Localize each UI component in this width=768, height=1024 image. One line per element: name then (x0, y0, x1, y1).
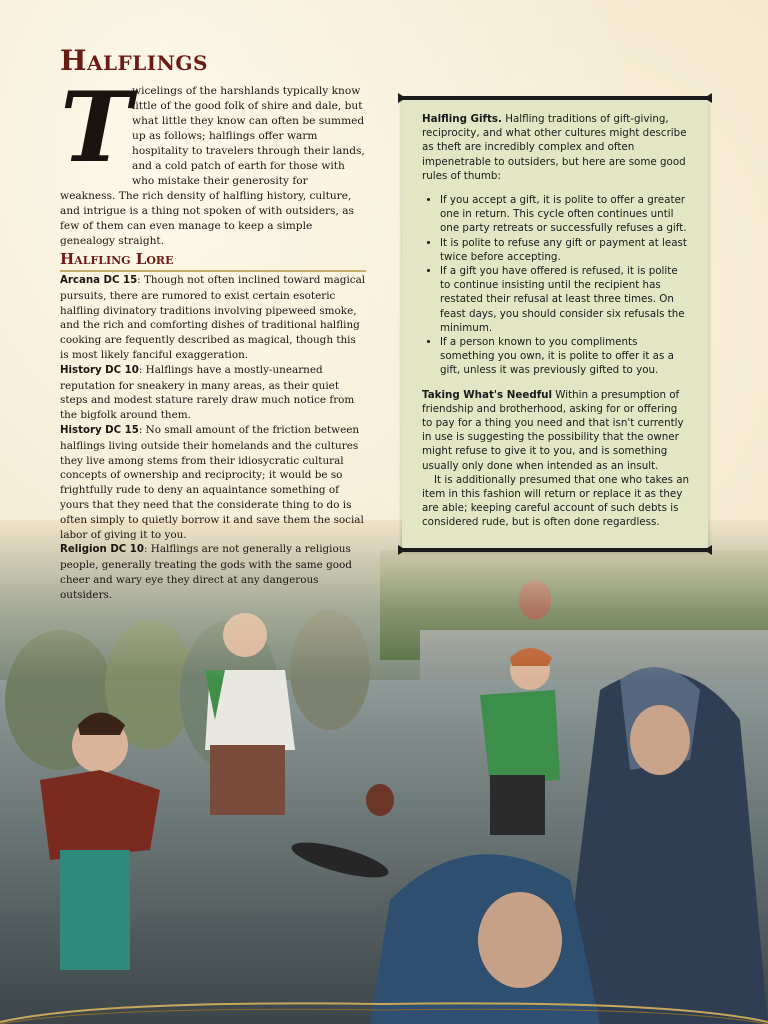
lore-entry-text: : No small amount of the friction between halflings living outside their homelands and the cultures they live among stems from their idiosycratic cultural concepts of ownership and reciprocity; it would be so frightfully rude to deny an aquaintance something of yours that they need that the considerate thing to do is often simply to quietly borrow it and save them the social labor of giving it to you. (60, 423, 364, 541)
gifts-paragraph (422, 112, 690, 183)
sidebar-content (422, 112, 690, 530)
page-footer-ornament (0, 994, 768, 1024)
intro-paragraph (60, 84, 366, 249)
lore-entry (60, 542, 366, 602)
halfling-lore-section (60, 273, 366, 603)
halfling-lore-heading: Halfling Lore (60, 250, 366, 272)
needful-text: Within a presumption of friendship and brotherhood, asking for or offering to pay for a thing you need and that isn't currently in use is suggesting the possibility that the owner might refuse to give it to you, and is something usually only done when intended as an insult. (422, 388, 684, 472)
lore-entry-label: Arcana DC 15 (60, 275, 138, 286)
needful-paragraph (422, 388, 690, 473)
intro-text: wicelings of the harshlands typically know little of the good folk of shire and dale, but what little they know can often be summed up as follows; halflings offer warm hospitality to travelers through their lands, and a cold patch of earth for those with who mistake their generosity for weakness. The rich density of halfling history, culture, and intrigue is a thing not spoken of with outsiders, as few of them can even manage to keep a simple genealogy straight. (60, 85, 365, 247)
lore-entry-label: History DC 10 (60, 364, 139, 376)
lore-entry (60, 423, 366, 542)
gifts-text: Halfling traditions of gift-giving, reciprocity, and what other cultures might describe as theft are incredibly complex and often impenetrable to outsiders, but here are some good rules of thumb: (422, 113, 687, 182)
gift-rules-list (422, 193, 690, 378)
halfling-gifts-sidebar (402, 98, 708, 550)
lore-entry-label: History DC 15 (60, 424, 139, 436)
lore-entry-text: : Though not often inclined toward magical pursuits, there are rumored to exist certain esoteric halfling divinatory traditions involving pipeweed smoke, and the rich and comforting dishes of traditional halfling cooking are fequently described as magical, though this is most likely fanciful exaggeration. (60, 274, 366, 361)
lore-entry-label: Religion DC 10 (60, 544, 144, 556)
gifts-label: Halfling Gifts. (422, 113, 502, 125)
lore-entry-text: : Halflings have a mostly-unearned reputation for sneakery in many areas, as their quiet steps and modest stature rarely draw much notice from the bigfolk around them. (60, 363, 355, 422)
page-title: Halflings (60, 44, 208, 77)
lore-entry-text: : Halflings are not generally a religious people, generally treating the gods with the same good cheer and wary eye they direct at any dangerous outsiders. (60, 543, 352, 601)
lore-entry (60, 363, 366, 423)
gift-rule-item: • If you accept a gift, it is polite to offer a greater one in return. This cycle often continues until one party retreats or successfully refuses a gift. (440, 193, 690, 236)
lore-entry (60, 273, 366, 363)
needful-label: Taking What's Needful (422, 388, 553, 401)
gift-rule-item: • It is polite to refuse any gift or payment at least twice before accepting. (440, 236, 690, 264)
sidebar-top-border (400, 96, 710, 100)
sidebar-bottom-border (400, 548, 710, 552)
gift-rule-item: • If a person known to you compliments something you own, it is polite to offer it as a gift, unless it was previously gifted to you. (440, 335, 690, 378)
gift-rule-item: • If a gift you have offered is refused, it is polite to continue insisting until the recipient has restated their refusal at least three times. On feast days, you should consider six refusals the minimum. (440, 264, 690, 335)
needful-paragraph-2: It is additionally presumed that one who takes an item in this fashion will return or replace it as they are able; keeping careful account of such debts is considered rude, but is often done regardless. (422, 473, 690, 529)
drop-cap: T (60, 71, 132, 184)
